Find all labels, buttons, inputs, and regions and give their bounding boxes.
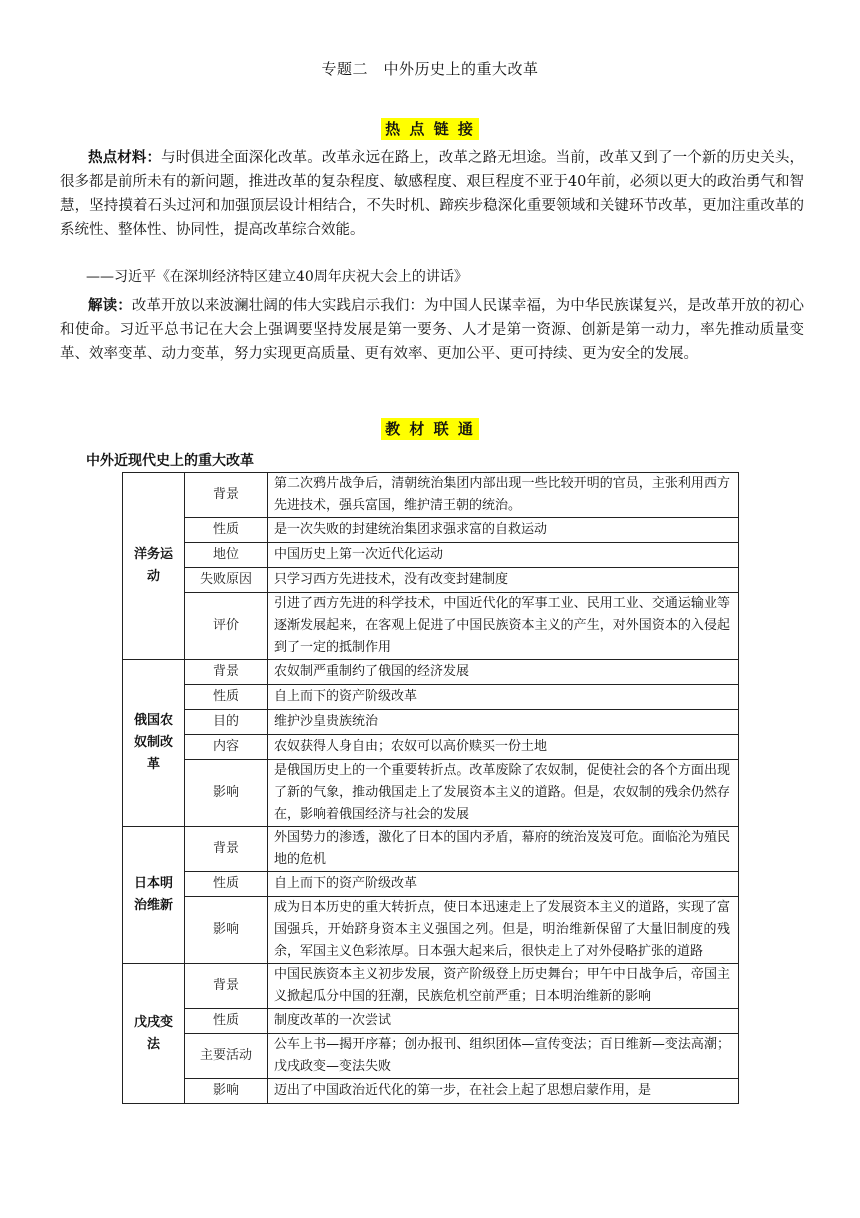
topic-cell: 戊戌变法 bbox=[123, 964, 185, 1104]
hot-material-paragraph bbox=[60, 146, 804, 242]
hot-material-source: ——习近平《在深圳经济特区建立40周年庆祝大会上的讲话》 bbox=[86, 269, 468, 285]
content-cell: 中国民族资本主义初步发展，资产阶级登上历史舞台；甲午中日战争后，帝国主义掀起瓜分中国的狂潮，民族危机空前严重；日本明治维新的影响 bbox=[268, 964, 739, 1009]
content-cell: 自上而下的资产阶级改革 bbox=[268, 685, 739, 710]
content-cell: 引进了西方先进的科学技术，中国近代化的军事工业、民用工业、交通运输业等逐渐发展起来，在客观上促进了中国民族资本主义的产生，对外国资本的入侵起到了一定的抵制作用 bbox=[268, 593, 739, 660]
table-row bbox=[123, 473, 739, 518]
content-cell: 自上而下的资产阶级改革 bbox=[268, 872, 739, 897]
interpretation-paragraph bbox=[60, 294, 804, 366]
aspect-cell: 性质 bbox=[185, 1009, 268, 1034]
table-row bbox=[123, 897, 739, 964]
aspect-cell: 性质 bbox=[185, 872, 268, 897]
aspect-cell: 影响 bbox=[185, 897, 268, 964]
interpretation-label: 解读： bbox=[88, 298, 132, 314]
table-row bbox=[123, 593, 739, 660]
content-cell: 迈出了中国政治近代化的第一步，在社会上起了思想启蒙作用，是 bbox=[268, 1079, 739, 1104]
aspect-cell: 失败原因 bbox=[185, 568, 268, 593]
topic-cell: 日本明治维新 bbox=[123, 827, 185, 964]
section-heading-text: 教 材 联 通 bbox=[381, 418, 479, 440]
aspect-cell: 背景 bbox=[185, 473, 268, 518]
page-title: 专题二 中外历史上的重大改革 bbox=[321, 60, 539, 78]
content-cell: 中国历史上第一次近代化运动 bbox=[268, 543, 739, 568]
table-row bbox=[123, 1034, 739, 1079]
aspect-cell: 背景 bbox=[185, 827, 268, 872]
table-row bbox=[123, 827, 739, 872]
section-heading-text: 热 点 链 接 bbox=[381, 118, 479, 140]
aspect-cell: 地位 bbox=[185, 543, 268, 568]
aspect-cell: 影响 bbox=[185, 1079, 268, 1104]
aspect-cell: 性质 bbox=[185, 518, 268, 543]
content-cell: 是一次失败的封建统治集团求强求富的自救运动 bbox=[268, 518, 739, 543]
table-row bbox=[123, 685, 739, 710]
table-row bbox=[123, 710, 739, 735]
content-cell: 农奴获得人身自由；农奴可以高价赎买一份土地 bbox=[268, 735, 739, 760]
aspect-cell: 目的 bbox=[185, 710, 268, 735]
aspect-cell: 背景 bbox=[185, 964, 268, 1009]
content-cell: 成为日本历史的重大转折点，使日本迅速走上了发展资本主义的道路，实现了富国强兵，开始跻身资本主义强国之列。但是，明治维新保留了大量旧制度的残余，军国主义色彩浓厚。日本强大起来后，很快走上了对外侵略扩张的道路 bbox=[268, 897, 739, 964]
table-row bbox=[123, 543, 739, 568]
hot-material-label: 热点材料： bbox=[88, 150, 162, 166]
table-row bbox=[123, 660, 739, 685]
content-cell: 外国势力的渗透，激化了日本的国内矛盾，幕府的统治岌岌可危。面临沦为殖民地的危机 bbox=[268, 827, 739, 872]
content-cell: 维护沙皇贵族统治 bbox=[268, 710, 739, 735]
reform-table bbox=[122, 472, 739, 1104]
topic-cell: 俄国农奴制改革 bbox=[123, 660, 185, 827]
content-cell: 第二次鸦片战争后，清朝统治集团内部出现一些比较开明的官员，主张利用西方先进技术，强兵富国，维护清王朝的统治。 bbox=[268, 473, 739, 518]
table-row bbox=[123, 964, 739, 1009]
table-row bbox=[123, 518, 739, 543]
table-row bbox=[123, 735, 739, 760]
content-cell: 只学习西方先进技术，没有改变封建制度 bbox=[268, 568, 739, 593]
content-cell: 是俄国历史上的一个重要转折点。改革废除了农奴制，促使社会的各个方面出现了新的气象，推动俄国走上了发展资本主义的道路。但是，农奴制的残余仍然存在，影响着俄国经济与社会的发展 bbox=[268, 760, 739, 827]
table-title: 中外近现代史上的重大改革 bbox=[86, 453, 254, 469]
section-heading-hot-links bbox=[0, 118, 860, 139]
table-row bbox=[123, 1009, 739, 1034]
aspect-cell: 内容 bbox=[185, 735, 268, 760]
content-cell: 公车上书—揭开序幕；创办报刊、组织团体—宣传变法；百日维新—变法高潮；戊戌政变—变法失败 bbox=[268, 1034, 739, 1079]
aspect-cell: 主要活动 bbox=[185, 1034, 268, 1079]
content-cell: 农奴制严重制约了俄国的经济发展 bbox=[268, 660, 739, 685]
interpretation-text: 改革开放以来波澜壮阔的伟大实践启示我们：为中国人民谋幸福，为中华民族谋复兴，是改革开放的初心和使命。习近平总书记在大会上强调要坚持发展是第一要务、人才是第一资源、创新是第一动力，率先推动质量变革、效率变革、动力变革，努力实现更高质量、更有效率、更加公平、更可持续、更为安全的发展。 bbox=[60, 298, 804, 362]
aspect-cell: 影响 bbox=[185, 760, 268, 827]
aspect-cell: 评价 bbox=[185, 593, 268, 660]
table-row bbox=[123, 568, 739, 593]
aspect-cell: 性质 bbox=[185, 685, 268, 710]
table-row bbox=[123, 1079, 739, 1104]
topic-cell: 洋务运动 bbox=[123, 473, 185, 660]
hot-material-text: 与时俱进全面深化改革。改革永远在路上，改革之路无坦途。当前，改革又到了一个新的历史关头，很多都是前所未有的新问题，推进改革的复杂程度、敏感程度、艰巨程度不亚于40年前，必须以更大的政治勇气和智慧，坚持摸着石头过河和加强顶层设计相结合，不失时机、蹄疾步稳深化重要领域和关键环节改革，更加注重改革的系统性、整体性、协同性，提高改革综合效能。 bbox=[60, 150, 805, 238]
table-row bbox=[123, 760, 739, 827]
section-heading-textbook bbox=[0, 418, 860, 439]
content-cell: 制度改革的一次尝试 bbox=[268, 1009, 739, 1034]
aspect-cell: 背景 bbox=[185, 660, 268, 685]
table-row bbox=[123, 872, 739, 897]
